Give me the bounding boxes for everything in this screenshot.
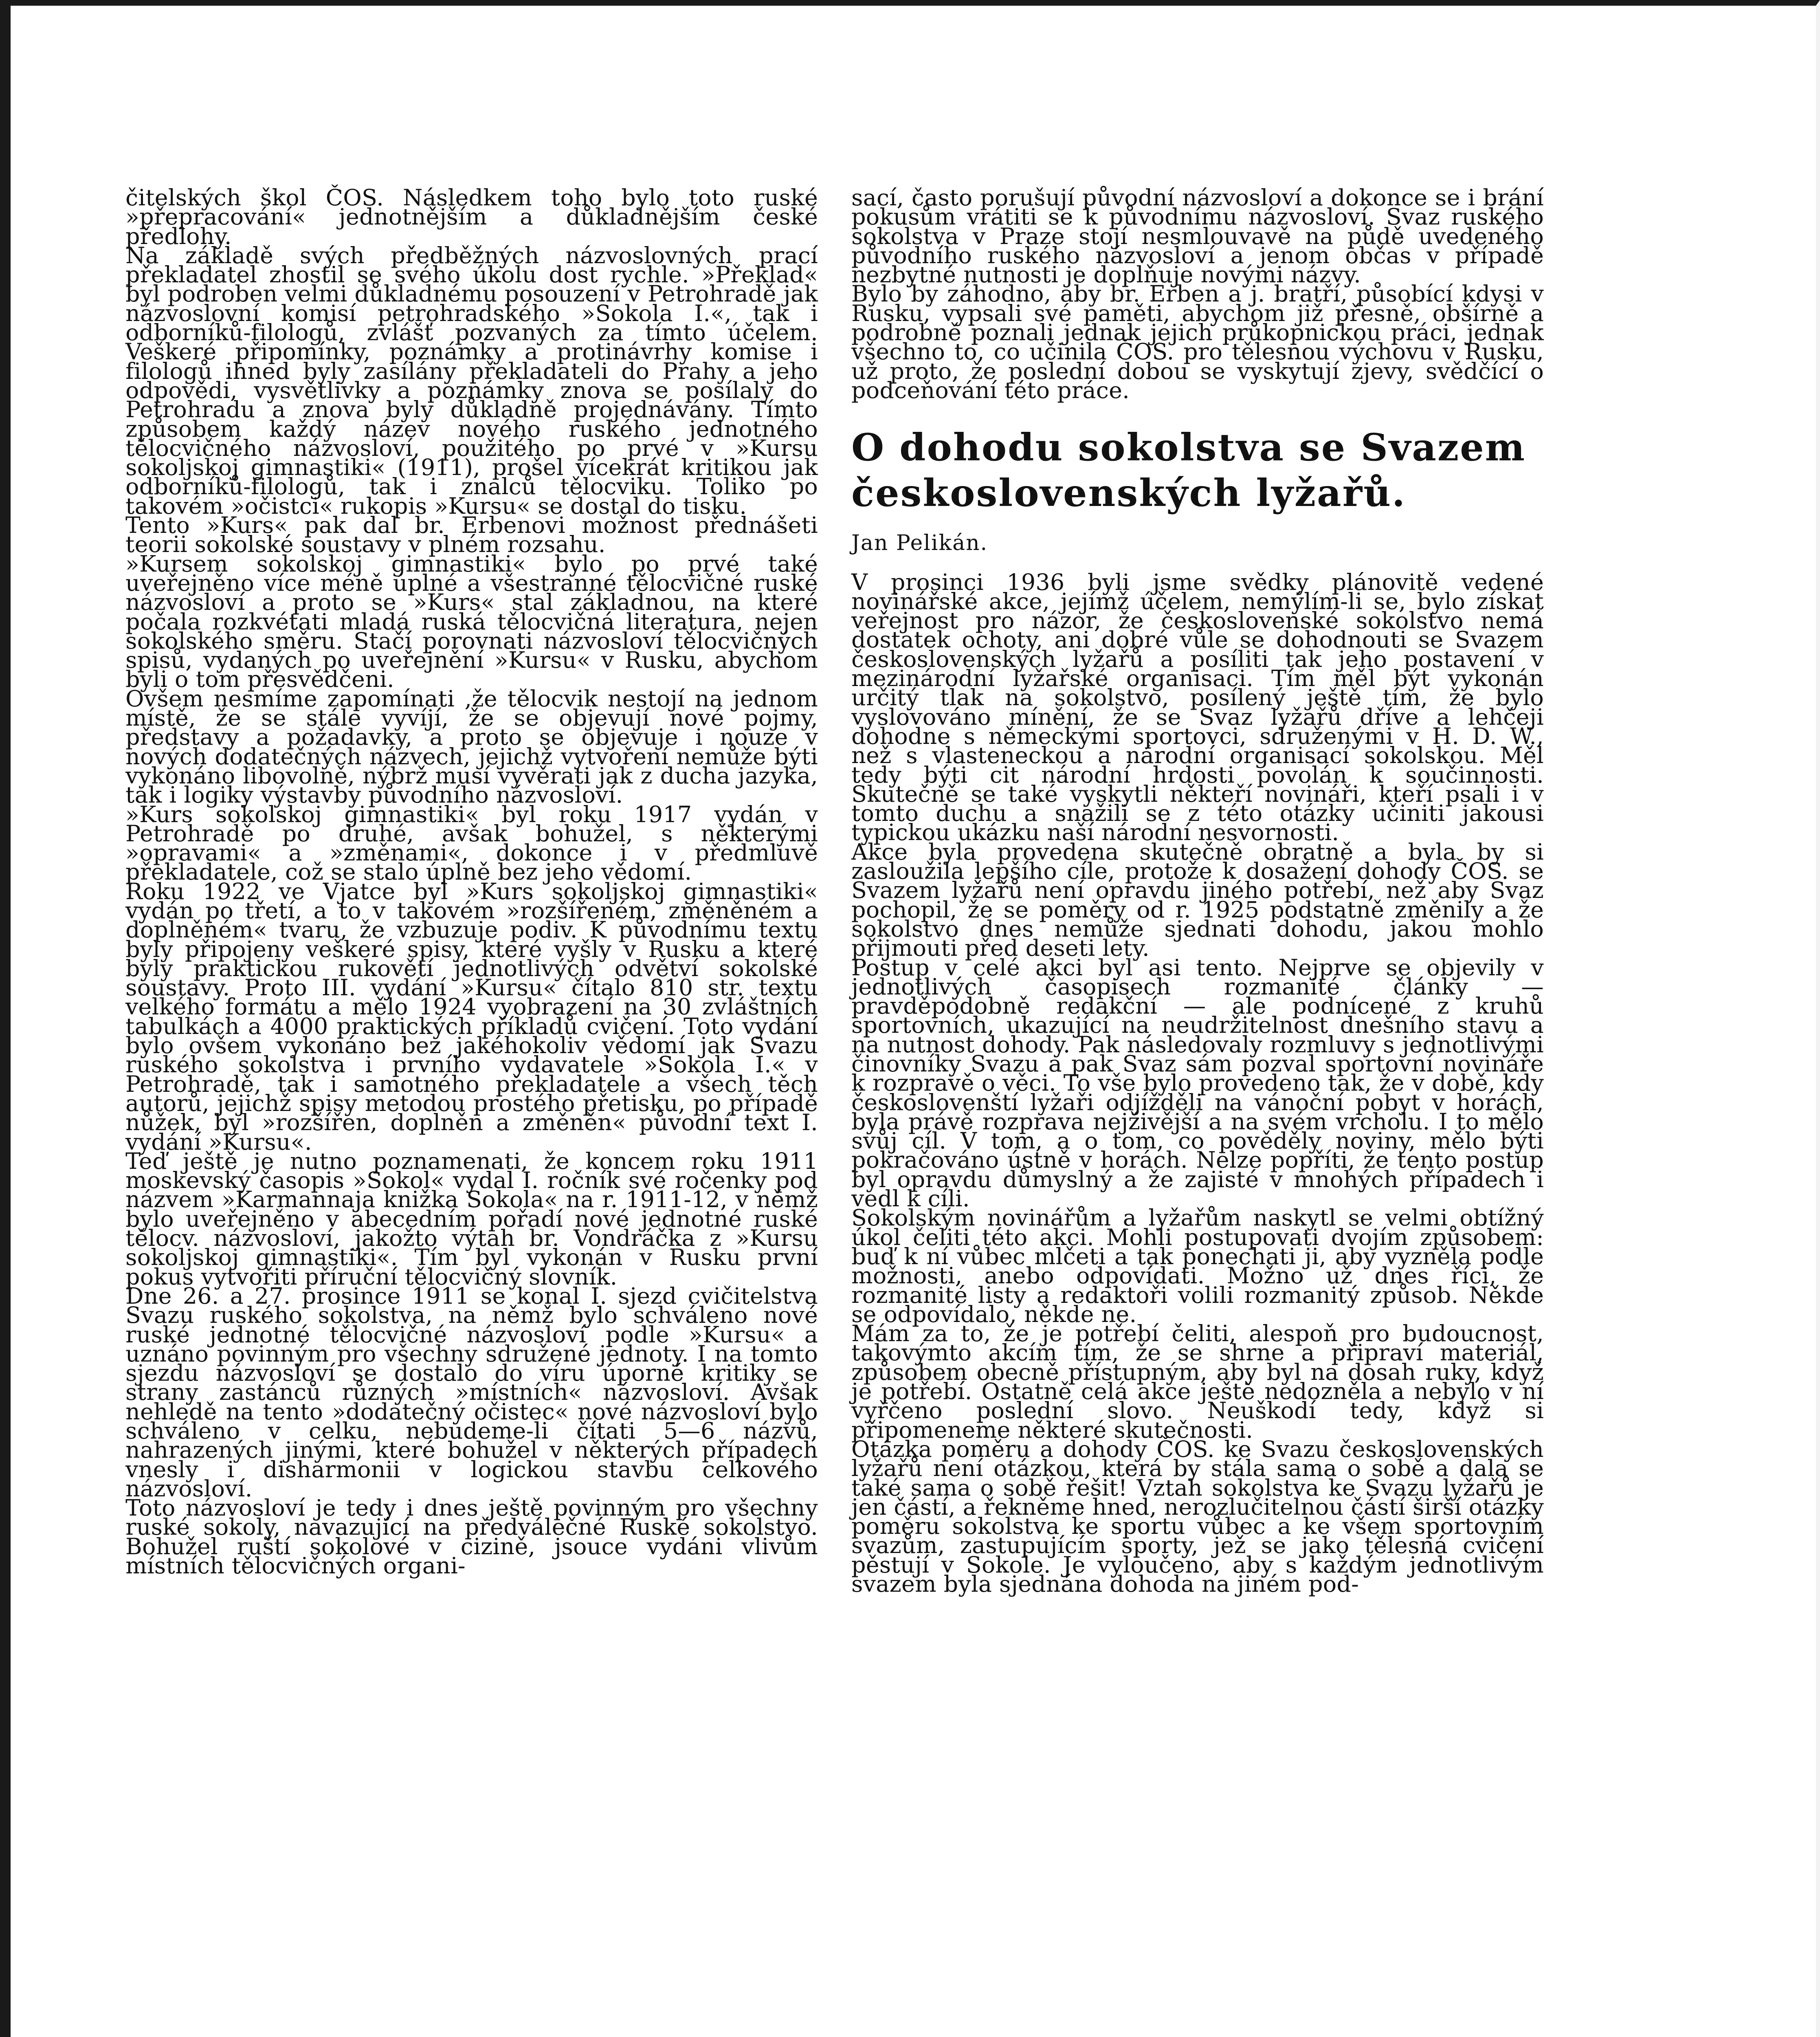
paragraph: Akce byla provedena skutečně obratně a byla by si zasloužila lepšího cíle, protože k dosažení dohody ČOS. se Svazem lyžařů není opravdu jiného potřebí, než aby Svaz pochopil, že se poměry od r. 1925 podstatně změnily a že sokolstvo dnes nemůže sjednati dohodu, jakou mohlo přijmouti před deseti lety. xyxy=(851,838,1544,962)
left-column xyxy=(125,185,818,1579)
paragraph: Sokolským novinářům a lyžařům naskytl se velmi obtížný úkol čeliti této akci. Mohli postupovati dvojím způsobem: buď k ní vůbec mlčeti a tak ponechati ji, aby vyzněla podle možnosti, anebo odpovídati. Možno už dnes říci, že rozmanité listy a redaktoři volili rozmanitý způsob. Někde se odpovídalo, někde ne. xyxy=(851,1205,1544,1328)
paragraph: »Kurs sokolskoj gimnastiki« byl roku 1917 vydán v Petrohradě po druhé, avšak bohužel, s některými »opravami« a »změnami«, dokonce i v předmluvě překladatele, což se stalo úplně bez jeho vědomí. xyxy=(125,801,818,886)
paragraph: Roku 1922 ve Vjatce byl »Kurs sokoljskoj gimnastiki« vydán po třetí, a to v takovém »rozšířeném, změněném a doplněném« tvaru, že vzbuzuje podiv. K původnímu textu byly připojeny veškeré spisy, které vyšly v Rusku a které byly praktickou rukovětí jednotlivých odvětví sokolské soustavy. Proto III. vydání »Kursu« čítalo 810 str. textu velkého formátu a mělo 1924 vyobrazení na 30 zvláštních tabulkách a 4000 praktických příkladů cvičení. Toto vydání bylo ovšem vykonáno bez jakéhokoliv vědomí jak Svazu ruského sokolstva i prvního vydavatele »Sokola I.« v Petrohradě, tak i samotného překladatele a všech těch autorů, jejichž spisy metodou prostého přetisku, po případě nůžek, byl »rozšířen, doplněn a změněn« původní text I. vydání »Kursu«. xyxy=(125,878,818,1155)
article-headline xyxy=(851,425,1544,516)
paragraph: V prosinci 1936 byli jsme svědky plánovitě vedené novinářské akce, jejímž účelem, nemýlím-li se, bylo získat veřejnost pro názor, že československé sokolstvo nemá dostatek ochoty, ani dobré vůle se dohodnouti se Svazem československých lyžařů a posíliti tak jeho postavení v mezinárodní lyžařské organisaci. Tím měl být vykonán určitý tlak na sokolstvo, posílený ještě tím, že bylo vyslovováno mínění, že se Svaz lyžařů dříve a lehčeji dohodne s německými sportovci, sdruženými v H. D. W., než s vlasteneckou a národní organisací sokolskou. Měl tedy býti cit národní hrdosti povolán k součinnosti. Skutečně se také vyskytli někteří novináři, kteří psali i v tomto duchu a snažili se z této otázky učiniti jakousi typickou ukázku naší národní nesvornosti. xyxy=(851,569,1544,846)
headline-line-1: O dohodu sokolstva se Svazem xyxy=(851,425,1526,470)
paragraph: sací, často porušují původní názvosloví a dokonce se i brání pokusům vrátiti se k původnímu názvosloví. Svaz ruského sokolstva v Praze stojí nesmlouvavě na půdě uvedeného původního ruského názvosloví a jenom občas v případě nezbytné nutnosti je doplňuje novými názvy. xyxy=(851,185,1544,288)
paragraph: čitelských škol ČOS. Následkem toho bylo toto ruské »přepracování« jednotnějším a důkladnějším české předlohy. xyxy=(125,185,818,250)
paragraph: Teď ještě je nutno poznamenati, že koncem roku 1911 moskevský časopis »Sokol« vydal I. ročník své ročenky pod názvem »Karmannaja knižka Sokola« na r. 1911-12, v němž bylo uveřejněno v abecedním pořadí nové jednotné ruské tělocv. názvosloví, jakožto výtah br. Vondráčka z »Kursu sokoljskoj gimnastiki«. Tím byl vykonán v Rusku první pokus vytvořiti příruční tělocvičný slovník. xyxy=(125,1148,818,1290)
author-byline: Jan Pelikán. xyxy=(851,531,988,556)
paragraph: Otázka poměru a dohody ČOS. ke Svazu československých lyžařů není otázkou, která by stála sama o sobě a dala se také sama o sobě řešit! Vztah sokolstva ke Svazu lyžařů je jen částí, a řekněme hned, nerozlučitelnou částí širší otázky poměru sokolstva ke sportu vůbec a ke všem sportovním svazům, zastupujícím sporty, jež se jako tělesná cvičení pěstují v Sokole. Je vyloučeno, aby s každým jednotlivým svazem byla sjednána dohoda na jiném pod- xyxy=(851,1436,1544,1597)
paragraph: »Kursem sokolskoj gimnastiki« bylo po prvé také uveřejněno více méně úplné a všestranné tělocvičné ruské názvosloví a proto se »Kurs« stal základnou, na které počala rozkvétati mladá ruská tělocvičná literatura, nejen sokolského směru. Stačí porovnati názvosloví tělocvičných spisů, vydaných po uveřejnění »Kursu« v Rusku, abychom byli o tom přesvědčeni. xyxy=(125,550,818,693)
paragraph: Bylo by záhodno, aby br. Erben a j. bratří, působící kdysi v Rusku, vypsali své paměti, abychom již přesně, obšírně a podrobně poznali jednak jejich průkopnickou práci, jednak všechno to, co učinila ČOS. pro tělesnou výchovu v Rusku, už proto, že poslední dobou se vyskytují zjevy, svědčící o podceňování této práce. xyxy=(851,281,1544,404)
paragraph: Mám za to, že je potřebí čeliti, alespoň pro budoucnost, takovýmto akcím tím, že se shrne a připraví materiál, způsobem obecně přístupným, aby byl na dosah ruky, když je potřebí. Ostatně celá akce ještě nedozněla a nebylo v ní vyřčeno poslední slovo. Neuškodí tedy, když si připomeneme některé skutečnosti. xyxy=(851,1320,1544,1443)
paragraph: Ovšem nesmíme zapomínati ,že tělocvik nestojí na jednom místě, že se stále vyvíjí, že se objevují nové pojmy, představy a požadavky, a proto se objevuje i nouze v nových dodatečných názvech, jejichž vytvoření nemůže býti vykonáno libovolně, nýbrž musí vyvěrati jak z ducha jazyka, tak i logiky výstavby původního názvosloví. xyxy=(125,685,818,809)
paragraph: Tento »Kurs« pak dal br. Erbenovi možnost přednášeti teorii sokolské soustavy v plném rozsahu. xyxy=(125,512,818,558)
paragraph: Na základě svých předběžných názvoslovných prací překladatel zhostil se svého úkolu dost rychle. »Překlad« byl podroben velmi důkladnému posouzení v Petrohradě jak názvoslovní komisí petrohradského »Sokola I.«, tak i odborníků-filologů, zvlášť pozvaných za tímto účelem. Veškeré připomínky, poznámky a protinávrhy komise i filologů ihned byly zasílány překladateli do Prahy a jeho odpovědi, vysvětlivky a poznámky znova se posílaly do Petrohradu a znova byly důkladně projednávány. Tímto způsobem každý název nového ruského jednotného tělocvičného názvosloví, použitého po prvé v »Kursu sokoljskoj gimnastiki« (1911), prošel vícekrát kritikou jak odborníků-filologů, tak i znalců tělocviku. Toliko po takovém »očistci« rukopis »Kursu« se dostal do tisku. xyxy=(125,242,818,519)
right-column xyxy=(851,185,1544,1597)
paragraph: Toto názvosloví je tedy i dnes ještě povinným pro všechny ruské sokoly, navazující na předválečné Ruské sokolstvo. Bohužel ruští sokolové v cizině, jsouce vydáni vlivům místních tělocvičných organi- xyxy=(125,1495,818,1579)
headline-line-2: československých lyžařů. xyxy=(851,471,1407,515)
paragraph: Dne 26. a 27. prosince 1911 se konal I. sjezd cvičitelstva Svazu ruského sokolstva, na němž bylo schváleno nové ruské jednotné tělocvičné názvosloví podle »Kursu« a uznáno povinným pro všechny sdružené jednoty. I na tomto sjezdu názvosloví se dostalo do víru úporné kritiky se strany zastánců různých »místních« názvosloví. Avšak nehledě na tento »dodatečný očistec« nové názvosloví bylo schváleno v celku, nebudeme-li čítati 5—6 názvů, nahrazených jinými, které bohužel v některých případech vnesly i disharmonii v logickou stavbu celkového názvosloví. xyxy=(125,1282,818,1502)
paragraph: Postup v celé akci byl asi tento. Nejprve se objevily v jednotlivých časopisech rozmanité články — pravděpodobně redakční — ale podnícené z kruhů sportovních, ukazující na neudržitelnost dnešního stavu a na nutnost dohody. Pak následovaly rozmluvy s jednotlivými činovníky Svazu a pak Svaz sám pozval sportovní novináře k rozpravě o věci. To vše bylo provedeno tak, že v době, kdy českoslovenští lyžaři odjížděli na vánoční pobyt v horách, byla právě rozprava nejživější a na svém vrcholu. I to mělo svůj cíl. V tom, a o tom, co pověděly noviny, mělo býti pokračováno ústně v horách. Nelze popříti, že tento postup byl opravdu důmyslný a že zajisté v mnohých případech i vedl k cíli. xyxy=(851,954,1544,1212)
